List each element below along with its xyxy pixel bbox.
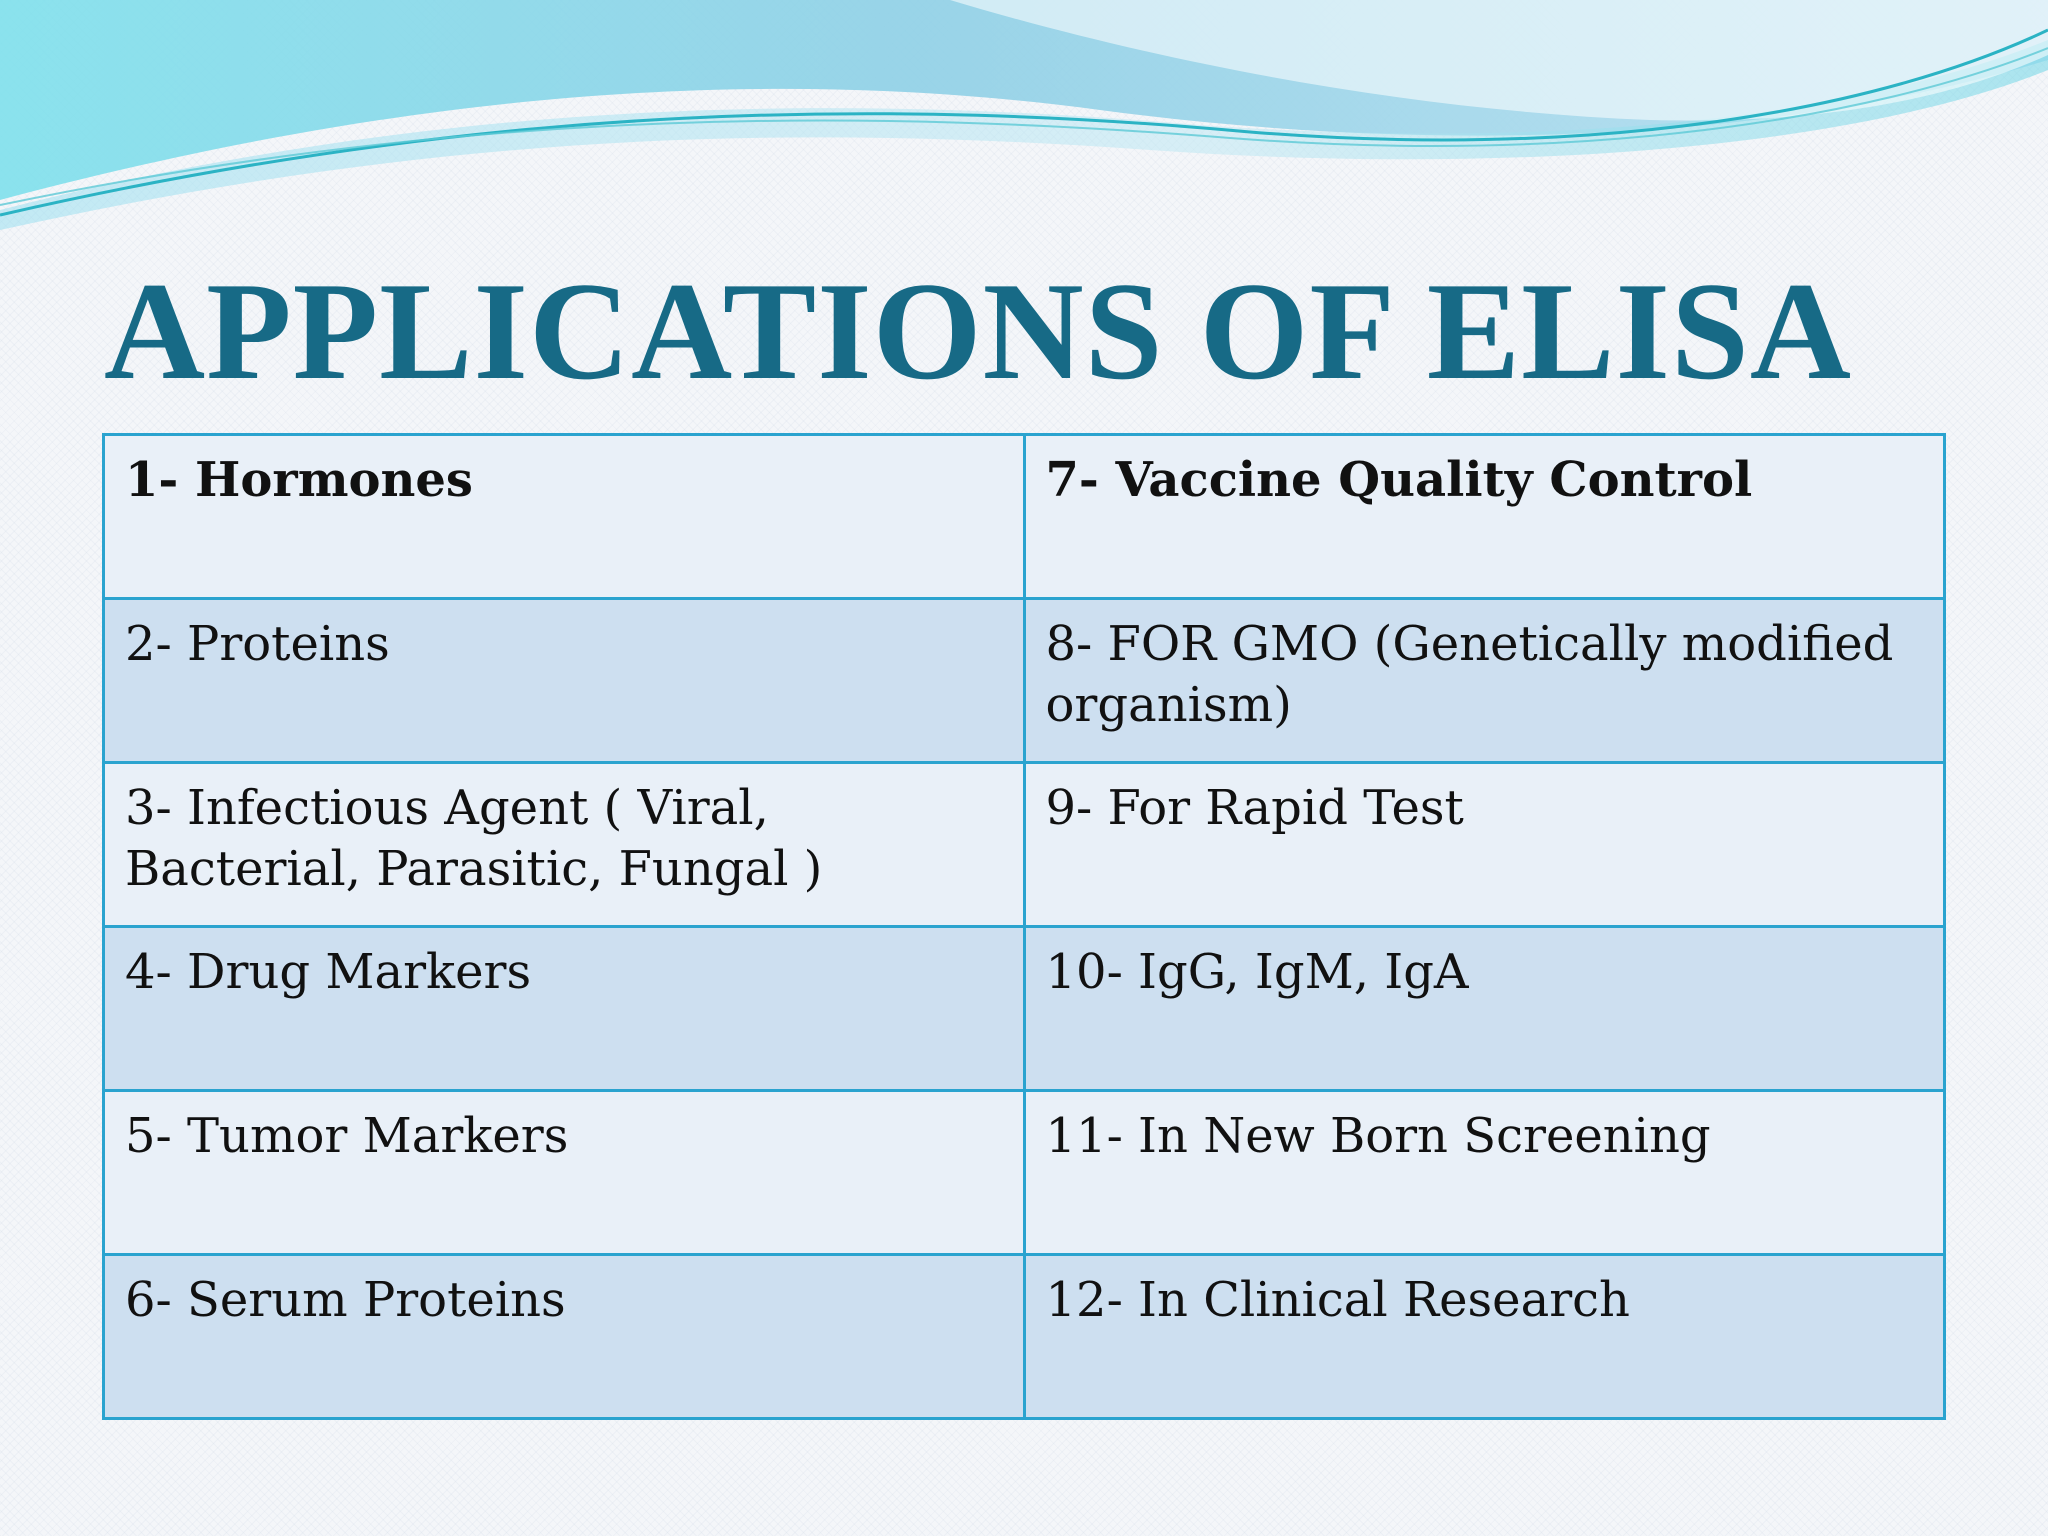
table-cell-left: 2- Proteins — [104, 599, 1025, 763]
table-row — [104, 599, 1945, 763]
table-cell-right: 10- IgG, IgM, IgA — [1024, 927, 1945, 1091]
table-cell-left: 3- Infectious Agent ( Viral, Bacterial, Parasitic, Fungal ) — [104, 763, 1025, 927]
table-cell-right: 12- In Clinical Research — [1024, 1255, 1945, 1419]
table-row — [104, 1255, 1945, 1419]
table-cell-left: 5- Tumor Markers — [104, 1091, 1025, 1255]
table-row — [104, 1091, 1945, 1255]
table-cell-right: 9- For Rapid Test — [1024, 763, 1945, 927]
table-cell-right: 8- FOR GMO (Genetically modified organism) — [1024, 599, 1945, 763]
table-row — [104, 763, 1945, 927]
table-cell-left: 1- Hormones — [104, 435, 1025, 599]
table-cell-left: 4- Drug Markers — [104, 927, 1025, 1091]
decorative-wave-header — [0, 0, 2048, 240]
table-row — [104, 435, 1945, 599]
table-row — [104, 927, 1945, 1091]
table-cell-right: 7- Vaccine Quality Control — [1024, 435, 1945, 599]
applications-table — [102, 433, 1946, 1416]
table-cell-right: 11- In New Born Screening — [1024, 1091, 1945, 1255]
slide-title: APPLICATIONS OF ELISA — [104, 254, 1852, 409]
table-cell-left: 6- Serum Proteins — [104, 1255, 1025, 1419]
